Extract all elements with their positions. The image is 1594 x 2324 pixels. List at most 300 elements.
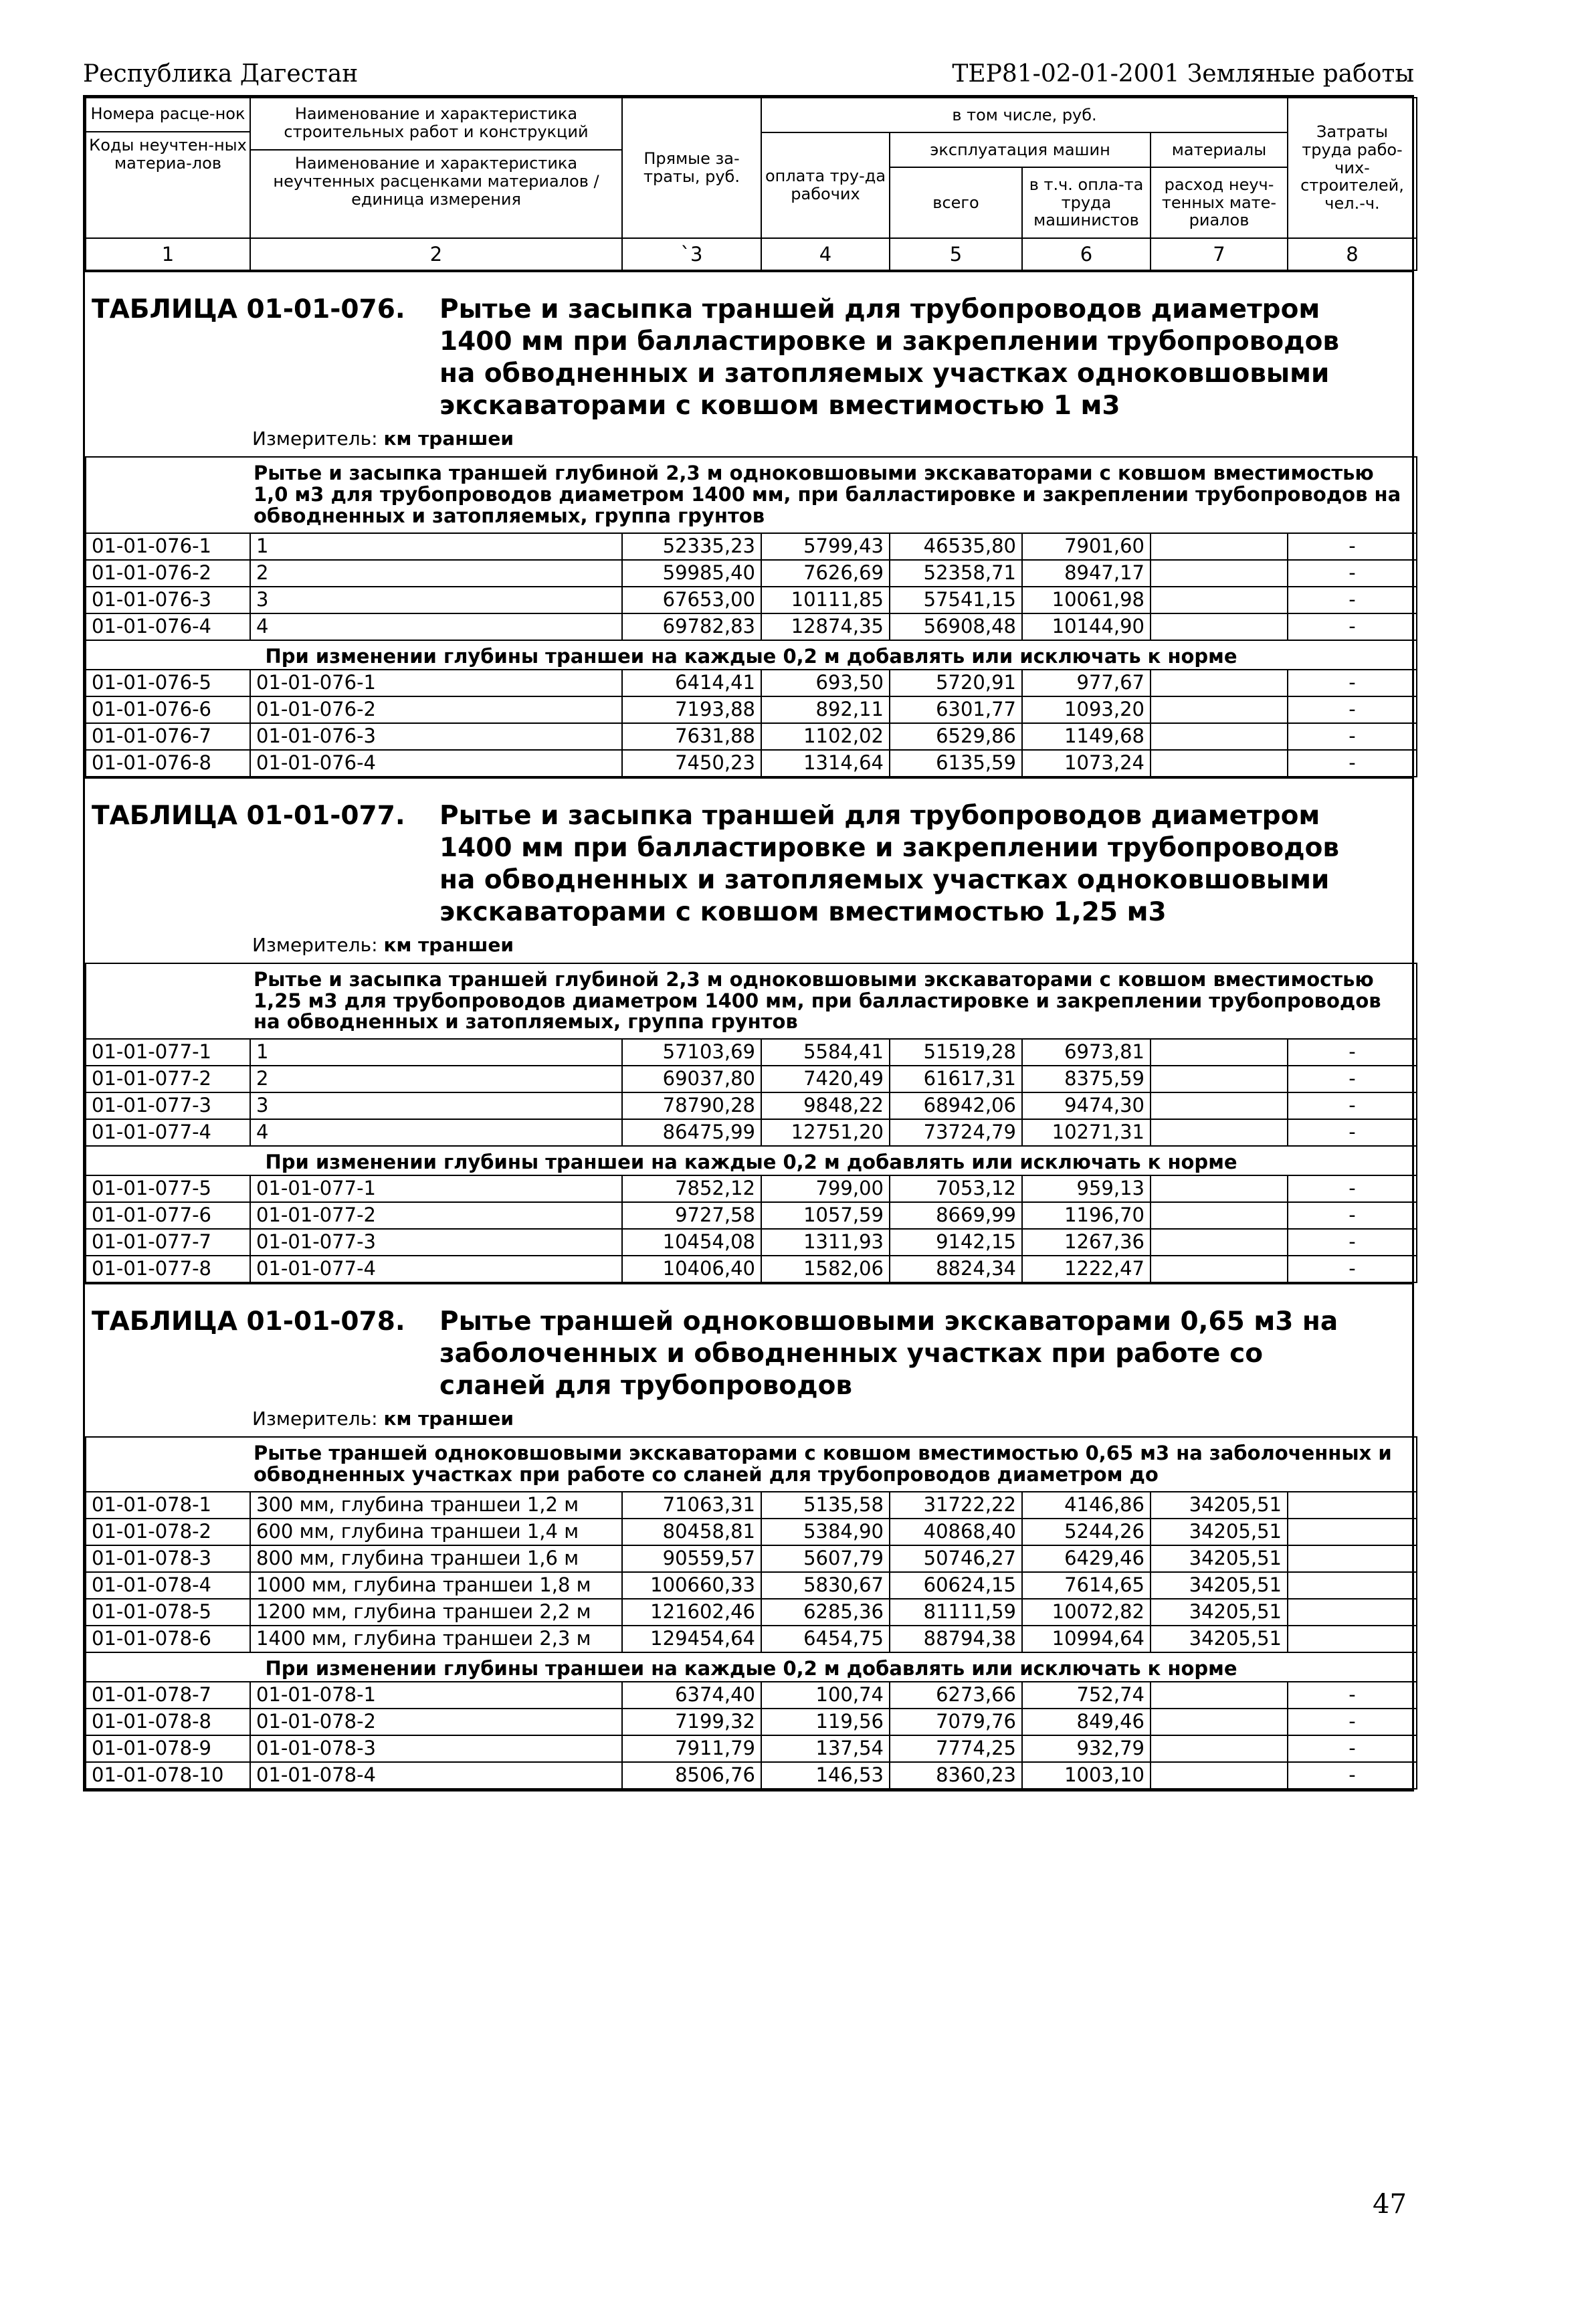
table-cell: 800 мм, глубина траншеи 1,6 м [250, 1545, 622, 1572]
table-cell: 5135,58 [761, 1492, 890, 1519]
document-page [83, 56, 1414, 1792]
table-cell: 8947,17 [1022, 560, 1151, 587]
table-cell: 01-01-077-6 [86, 1202, 250, 1229]
running-header [83, 56, 1414, 95]
table-cell: 10994,64 [1022, 1626, 1151, 1652]
table-cell: 7079,76 [890, 1709, 1022, 1735]
table-cell [1151, 560, 1288, 587]
table-cell: 01-01-076-6 [86, 696, 250, 723]
table-row [86, 1039, 1417, 1066]
table-cell: 1200 мм, глубина траншеи 2,2 м [250, 1599, 622, 1626]
table-cell: 5830,67 [761, 1572, 890, 1599]
table-cell: 01-01-078-1 [250, 1682, 622, 1709]
measure-label: Измеритель: [252, 427, 378, 450]
table-cell: 4146,86 [1022, 1492, 1151, 1519]
table-cell: 01-01-076-8 [86, 750, 250, 777]
table-cell: 78790,28 [622, 1092, 761, 1119]
table-cell: 01-01-077-4 [86, 1119, 250, 1146]
table-cell: 34205,51 [1151, 1492, 1288, 1519]
table-cell: 1314,64 [761, 750, 890, 777]
table-row [86, 1519, 1417, 1545]
table-cell: - [1288, 613, 1417, 640]
table-cell: 01-01-076-2 [86, 560, 250, 587]
measure-line [85, 929, 1412, 963]
table-cell: 10144,90 [1022, 613, 1151, 640]
table-cell: 01-01-078-1 [86, 1492, 250, 1519]
table-cell [1151, 696, 1288, 723]
table-cell [1151, 1682, 1288, 1709]
table-cell: 6414,41 [622, 670, 761, 696]
table-cell: 67653,00 [622, 587, 761, 613]
table-heading: Рытье и засыпка траншей для трубопроводов диаметром 1400 мм при балластировке и закреплении трубопроводов на обводненных и затопляемых участках одноковшовыми экскаваторами с ковшом вместимостью 1,25 м3 [439, 800, 1340, 927]
table-cell: 40868,40 [890, 1519, 1022, 1545]
column-number: 1 [86, 238, 250, 270]
table-cell: 849,46 [1022, 1709, 1151, 1735]
table-word: ТАБЛИЦА [92, 294, 237, 324]
table-cell [1151, 1119, 1288, 1146]
table-cell: 57103,69 [622, 1039, 761, 1066]
table-row [86, 670, 1417, 696]
table-cell: 10072,82 [1022, 1599, 1151, 1626]
table-cell: 1073,24 [1022, 750, 1151, 777]
table-cell: 7199,32 [622, 1709, 761, 1735]
table-cell: - [1288, 533, 1417, 560]
table-code: 01-01-077. [246, 800, 405, 831]
rate-rows-table [85, 963, 1417, 1284]
measure-value: км траншеи [383, 1408, 514, 1430]
measure-line [85, 422, 1412, 456]
table-row [86, 613, 1417, 640]
table-cell: 5384,90 [761, 1519, 890, 1545]
table-cell: 119,56 [761, 1709, 890, 1735]
table-cell: 01-01-078-5 [86, 1599, 250, 1626]
table-cell [1288, 1519, 1417, 1545]
table-row [86, 1572, 1417, 1599]
measure-label: Измеритель: [252, 1408, 378, 1430]
table-cell: 5799,43 [761, 533, 890, 560]
table-cell: 10061,98 [1022, 587, 1151, 613]
measure-value: км траншеи [383, 427, 514, 450]
table-cell: 01-01-077-7 [86, 1229, 250, 1256]
table-cell: 01-01-076-4 [86, 613, 250, 640]
column-number: 5 [890, 238, 1022, 270]
table-cell: 01-01-076-3 [86, 587, 250, 613]
table-cell: 01-01-078-3 [250, 1735, 622, 1762]
table-cell: 34205,51 [1151, 1599, 1288, 1626]
table-cell: 137,54 [761, 1735, 890, 1762]
table-cell: - [1288, 1092, 1417, 1119]
column-number: 2 [250, 238, 622, 270]
table-cell [1151, 1039, 1288, 1066]
table-cell: 52335,23 [622, 533, 761, 560]
table-cell: 1196,70 [1022, 1202, 1151, 1229]
table-cell: 34205,51 [1151, 1545, 1288, 1572]
table-cell [1151, 1092, 1288, 1119]
table-title [85, 1284, 1412, 1402]
table-row [86, 1709, 1417, 1735]
table-cell: 600 мм, глубина траншеи 1,4 м [250, 1519, 622, 1545]
table-cell: 01-01-076-3 [250, 723, 622, 750]
table-cell: 752,74 [1022, 1682, 1151, 1709]
table-row [86, 533, 1417, 560]
table-label [92, 294, 405, 326]
table-cell: 9474,30 [1022, 1092, 1151, 1119]
column-header-table [85, 97, 1417, 271]
table-word: ТАБЛИЦА [92, 1306, 237, 1337]
table-cell: 977,67 [1022, 670, 1151, 696]
table-cell: 69782,83 [622, 613, 761, 640]
table-cell: 7420,49 [761, 1066, 890, 1092]
table-cell: 2 [250, 1066, 622, 1092]
table-cell: 3 [250, 587, 622, 613]
table-row [86, 1545, 1417, 1572]
table-cell: 7901,60 [1022, 533, 1151, 560]
table-cell: 8669,99 [890, 1202, 1022, 1229]
table-cell: 01-01-078-3 [86, 1545, 250, 1572]
table-row [86, 723, 1417, 750]
column-number: 7 [1151, 238, 1288, 270]
table-cell: 01-01-076-1 [86, 533, 250, 560]
table-cell: - [1288, 1119, 1417, 1146]
table-cell [1288, 1492, 1417, 1519]
table-cell [1151, 1066, 1288, 1092]
table-cell: 51519,28 [890, 1039, 1022, 1066]
table-cell: 60624,15 [890, 1572, 1022, 1599]
column-number: `3 [622, 238, 761, 270]
col-header-rate-numbers [86, 98, 250, 238]
col-header-direct-costs: Прямые за-траты, руб. [622, 98, 761, 238]
table-cell: 01-01-078-8 [86, 1709, 250, 1735]
document-code-title: ТЕР81-02-01-2001 Земляные работы [952, 60, 1414, 88]
table-cell: 8375,59 [1022, 1066, 1151, 1092]
table-cell: 01-01-077-2 [250, 1202, 622, 1229]
table-row [86, 1682, 1417, 1709]
table-cell: 88794,38 [890, 1626, 1022, 1652]
table-cell: 1000 мм, глубина траншеи 1,8 м [250, 1572, 622, 1599]
table-cell: 1311,93 [761, 1229, 890, 1256]
table-cell: - [1288, 1039, 1417, 1066]
table-cell: 7774,25 [890, 1735, 1022, 1762]
table-cell [1151, 670, 1288, 696]
table-cell [1288, 1545, 1417, 1572]
table-cell: 71063,31 [622, 1492, 761, 1519]
table-word: ТАБЛИЦА [92, 800, 237, 831]
table-cell: - [1288, 1066, 1417, 1092]
table-cell: 6529,86 [890, 723, 1022, 750]
table-row [86, 1092, 1417, 1119]
table-cell: 5244,26 [1022, 1519, 1151, 1545]
rate-table-block [85, 271, 1412, 777]
table-cell: - [1288, 1762, 1417, 1789]
table-cell: 01-01-076-4 [250, 750, 622, 777]
table-cell: 6301,77 [890, 696, 1022, 723]
table-cell [1151, 1202, 1288, 1229]
table-row [86, 1229, 1417, 1256]
col-header-work-name [250, 98, 622, 238]
table-cell: 01-01-078-2 [250, 1709, 622, 1735]
table-cell: 5584,41 [761, 1039, 890, 1066]
table-cell: 100660,33 [622, 1572, 761, 1599]
table-cell: - [1288, 587, 1417, 613]
table-cell [1151, 1709, 1288, 1735]
table-row [86, 1256, 1417, 1282]
table-cell: 01-01-077-3 [86, 1092, 250, 1119]
table-cell: 69037,80 [622, 1066, 761, 1092]
table-cell [1151, 587, 1288, 613]
table-cell: 01-01-078-7 [86, 1682, 250, 1709]
table-label [92, 1306, 405, 1338]
tables-container [85, 271, 1412, 1789]
table-cell: 7852,12 [622, 1175, 761, 1202]
table-row [86, 1202, 1417, 1229]
table-cell: 56908,48 [890, 613, 1022, 640]
table-cell: 6273,66 [890, 1682, 1022, 1709]
table-heading: Рытье траншей одноковшовыми экскаваторами 0,65 м3 на заболоченных и обводненных участках при работе со сланей для трубопроводов [439, 1306, 1338, 1401]
table-cell: 1 [250, 533, 622, 560]
table-cell: - [1288, 1735, 1417, 1762]
table-row [86, 750, 1417, 777]
table-cell: 80458,81 [622, 1519, 761, 1545]
measure-label: Измеритель: [252, 933, 378, 956]
table-cell: 34205,51 [1151, 1519, 1288, 1545]
table-row [86, 1599, 1417, 1626]
table-cell: 01-01-076-7 [86, 723, 250, 750]
work-description: Рытье траншей одноковшовыми экскаваторами с ковшом вместимостью 0,65 м3 на заболоченных и обводненных участках при работе со сланей для трубопроводов диаметром до [86, 1437, 1417, 1492]
rate-table-block [85, 777, 1412, 1284]
column-number: 4 [761, 238, 890, 270]
col1-top-label: Номера расце-нок [90, 104, 245, 123]
measure-line [85, 1402, 1412, 1436]
work-description: Рытье и засыпка траншей глубиной 2,3 м одноковшовыми экскаваторами с ковшом вместимостью 1,0 м3 для трубопроводов диаметром 1400 мм, при балластировке и закреплении трубопроводов на обводненных и затопляемых, группа грунтов [86, 457, 1417, 533]
col-header-including: в том числе, руб. [761, 98, 1288, 132]
table-cell: 4 [250, 613, 622, 640]
table-cell: - [1288, 560, 1417, 587]
table-cell: - [1288, 696, 1417, 723]
table-cell: 01-01-077-1 [250, 1175, 622, 1202]
table-cell: 100,74 [761, 1682, 890, 1709]
table-cell: 7631,88 [622, 723, 761, 750]
table-cell: 1102,02 [761, 723, 890, 750]
table-cell: 01-01-077-8 [86, 1256, 250, 1282]
table-cell: 01-01-078-2 [86, 1519, 250, 1545]
table-cell: 10406,40 [622, 1256, 761, 1282]
table-title [85, 779, 1412, 929]
table-row [86, 560, 1417, 587]
table-cell: 90559,57 [622, 1545, 761, 1572]
table-cell: 01-01-077-2 [86, 1066, 250, 1092]
table-cell: 6374,40 [622, 1682, 761, 1709]
table-cell: - [1288, 1229, 1417, 1256]
rate-table-block [85, 1283, 1412, 1789]
table-cell: 50746,27 [890, 1545, 1022, 1572]
column-number: 6 [1022, 238, 1151, 270]
measure-value: км траншеи [383, 933, 514, 956]
table-cell: 6429,46 [1022, 1545, 1151, 1572]
table-cell: 7614,65 [1022, 1572, 1151, 1599]
table-cell: 2 [250, 560, 622, 587]
table-cell: 892,11 [761, 696, 890, 723]
col-header-operator-pay: в т.ч. опла-та труда машинистов [1022, 167, 1151, 238]
table-cell: 8360,23 [890, 1762, 1022, 1789]
rate-rows-table [85, 456, 1417, 777]
table-cell: 1003,10 [1022, 1762, 1151, 1789]
table-cell: - [1288, 1175, 1417, 1202]
table-row [86, 696, 1417, 723]
rate-rows-table [85, 1436, 1417, 1789]
table-cell: 12874,35 [761, 613, 890, 640]
table-cell: 7450,23 [622, 750, 761, 777]
table-cell: 01-01-077-1 [86, 1039, 250, 1066]
table-cell: 4 [250, 1119, 622, 1146]
depth-change-subheader: При изменении глубины траншеи на каждые 0,2 м добавлять или исключать к норме [86, 1146, 1417, 1175]
table-row [86, 1066, 1417, 1092]
table-cell: 1582,06 [761, 1256, 890, 1282]
table-row [86, 587, 1417, 613]
column-number: 8 [1288, 238, 1417, 270]
col-header-worker-pay: оплата тру-да рабочих [761, 132, 890, 238]
table-cell: 3 [250, 1092, 622, 1119]
table-cell: 10454,08 [622, 1229, 761, 1256]
table-cell: 5607,79 [761, 1545, 890, 1572]
table-cell: - [1288, 1709, 1417, 1735]
table-cell: 01-01-078-4 [250, 1762, 622, 1789]
table-cell: 932,79 [1022, 1735, 1151, 1762]
table-row [86, 1735, 1417, 1762]
table-cell: 1267,36 [1022, 1229, 1151, 1256]
table-cell: 12751,20 [761, 1119, 890, 1146]
table-cell [1151, 723, 1288, 750]
depth-change-subheader: При изменении глубины траншеи на каждые 0,2 м добавлять или исключать к норме [86, 1652, 1417, 1682]
table-cell: 52358,71 [890, 560, 1022, 587]
table-row [86, 1626, 1417, 1652]
table-cell: 7626,69 [761, 560, 890, 587]
table-title [85, 272, 1412, 422]
table-cell: 61617,31 [890, 1066, 1022, 1092]
table-cell [1288, 1626, 1417, 1652]
table-cell: 7193,88 [622, 696, 761, 723]
table-cell: 6135,59 [890, 750, 1022, 777]
table-cell: - [1288, 1682, 1417, 1709]
table-cell: 1057,59 [761, 1202, 890, 1229]
table-cell: 1 [250, 1039, 622, 1066]
table-code: 01-01-078. [246, 1306, 405, 1337]
col-header-unaccounted-materials: расход неуч-тенных мате-риалов [1151, 167, 1288, 238]
table-cell: 01-01-076-2 [250, 696, 622, 723]
table-cell: 7053,12 [890, 1175, 1022, 1202]
table-cell: 01-01-078-6 [86, 1626, 250, 1652]
table-cell [1151, 613, 1288, 640]
table-cell: 6454,75 [761, 1626, 890, 1652]
table-cell [1151, 533, 1288, 560]
col2-top-label: Наименование и характеристика строительных работ и конструкций [284, 104, 589, 141]
table-cell [1288, 1572, 1417, 1599]
region-title: Республика Дагестан [83, 60, 359, 88]
col-header-labor-costs: Затраты труда рабо-чих-строителей, чел.-ч. [1288, 98, 1417, 238]
table-cell [1151, 1229, 1288, 1256]
table-cell [1288, 1599, 1417, 1626]
table-cell: - [1288, 1256, 1417, 1282]
table-cell: 5720,91 [890, 670, 1022, 696]
table-cell: 9142,15 [890, 1229, 1022, 1256]
table-cell: 6285,36 [761, 1599, 890, 1626]
table-cell: 01-01-078-4 [86, 1572, 250, 1599]
table-cell: 129454,64 [622, 1626, 761, 1652]
table-cell: 01-01-077-4 [250, 1256, 622, 1282]
col2-bottom-label: Наименование и характеристика неучтенных расценками материалов / единица измерения [273, 153, 599, 209]
table-cell: 01-01-078-10 [86, 1762, 250, 1789]
table-cell: 46535,80 [890, 533, 1022, 560]
table-cell: 9848,22 [761, 1092, 890, 1119]
col-header-machine-operation: эксплуатация машин [890, 132, 1151, 167]
table-code: 01-01-076. [246, 294, 405, 324]
table-cell: 86475,99 [622, 1119, 761, 1146]
table-cell [1151, 1175, 1288, 1202]
table-cell: 01-01-078-9 [86, 1735, 250, 1762]
table-cell: 01-01-076-1 [250, 670, 622, 696]
table-row [86, 1175, 1417, 1202]
table-cell: 1149,68 [1022, 723, 1151, 750]
col1-bottom-label: Коды неучтен-ных материа-лов [89, 135, 247, 173]
table-cell [1151, 750, 1288, 777]
table-cell: 10111,85 [761, 587, 890, 613]
table-cell: 799,00 [761, 1175, 890, 1202]
table-cell: 81111,59 [890, 1599, 1022, 1626]
work-description: Рытье и засыпка траншей глубиной 2,3 м одноковшовыми экскаваторами с ковшом вместимостью 1,25 м3 для трубопроводов диаметром 1400 мм, при балластировке и закреплении трубопроводов на обводненных и затопляемых, группа грунтов [86, 963, 1417, 1040]
table-cell: 121602,46 [622, 1599, 761, 1626]
table-cell: 01-01-077-5 [86, 1175, 250, 1202]
table-cell: 1400 мм, глубина траншеи 2,3 м [250, 1626, 622, 1652]
column-number-row [86, 238, 1417, 270]
table-cell: 1222,47 [1022, 1256, 1151, 1282]
table-cell: 8506,76 [622, 1762, 761, 1789]
col-header-materials: материалы [1151, 132, 1288, 167]
page-number: 47 [1373, 2189, 1407, 2220]
table-cell: 31722,22 [890, 1492, 1022, 1519]
table-cell: - [1288, 1202, 1417, 1229]
table-cell: 10271,31 [1022, 1119, 1151, 1146]
table-cell: 959,13 [1022, 1175, 1151, 1202]
table-cell: 57541,15 [890, 587, 1022, 613]
table-cell: 68942,06 [890, 1092, 1022, 1119]
table-cell: 1093,20 [1022, 696, 1151, 723]
table-cell: 8824,34 [890, 1256, 1022, 1282]
table-cell: 6973,81 [1022, 1039, 1151, 1066]
table-label [92, 800, 405, 832]
table-cell: 34205,51 [1151, 1572, 1288, 1599]
col-header-machines-total: всего [890, 167, 1022, 238]
table-cell: 01-01-077-3 [250, 1229, 622, 1256]
table-cell [1151, 1256, 1288, 1282]
table-cell: 34205,51 [1151, 1626, 1288, 1652]
table-row [86, 1762, 1417, 1789]
rates-table [83, 97, 1414, 1792]
table-cell: 59985,40 [622, 560, 761, 587]
depth-change-subheader: При изменении глубины траншеи на каждые 0,2 м добавлять или исключать к норме [86, 640, 1417, 670]
table-cell [1151, 1762, 1288, 1789]
table-heading: Рытье и засыпка траншей для трубопроводов диаметром 1400 мм при балластировке и закреплении трубопроводов на обводненных и затопляемых участках одноковшовыми экскаваторами с ковшом вместимостью 1 м3 [439, 294, 1340, 421]
table-cell: - [1288, 750, 1417, 777]
table-cell: 9727,58 [622, 1202, 761, 1229]
table-cell: 01-01-076-5 [86, 670, 250, 696]
table-cell: 146,53 [761, 1762, 890, 1789]
table-cell: 7911,79 [622, 1735, 761, 1762]
table-cell [1151, 1735, 1288, 1762]
table-row [86, 1119, 1417, 1146]
table-cell: 73724,79 [890, 1119, 1022, 1146]
table-cell: - [1288, 723, 1417, 750]
table-cell: 693,50 [761, 670, 890, 696]
table-cell: 300 мм, глубина траншеи 1,2 м [250, 1492, 622, 1519]
